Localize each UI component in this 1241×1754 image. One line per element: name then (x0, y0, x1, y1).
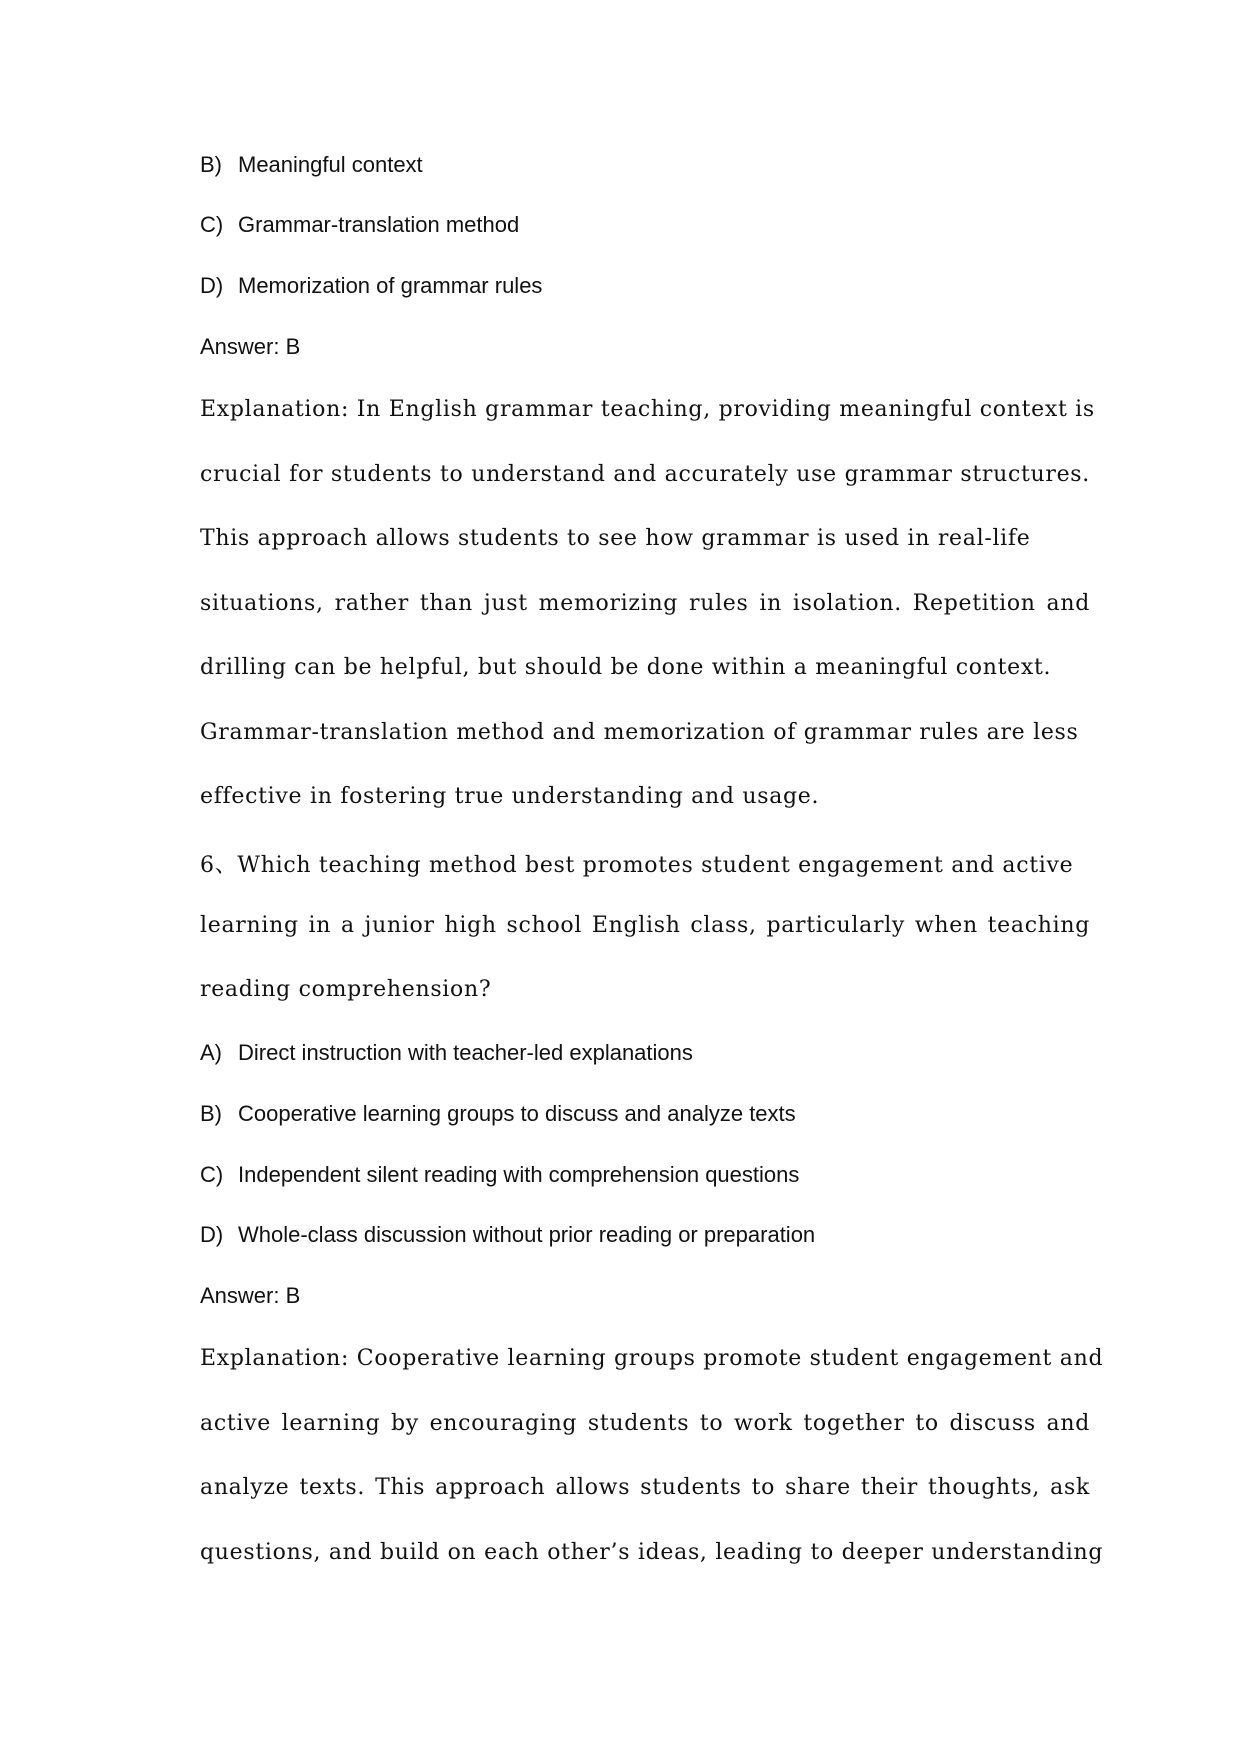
option-text: Independent silent reading with comprehension questions (238, 1162, 800, 1187)
q6-answer: Answer: B (200, 1283, 301, 1308)
q5-explanation-line: This approach allows students to see how grammar is used in real-life (200, 526, 1031, 551)
q6-option-b (200, 1101, 796, 1127)
option-text: Meaningful context (238, 152, 423, 177)
option-letter: B) (200, 152, 222, 177)
option-letter: C) (200, 1162, 224, 1187)
q5-explanation-line: crucial for students to understand and accurately use grammar structures. (200, 462, 1090, 487)
option-letter: D) (200, 273, 224, 298)
option-text: Cooperative learning groups to discuss and analyze texts (238, 1101, 796, 1126)
q6-explanation-line: active learning by encouraging students to work together to discuss and (200, 1411, 1090, 1436)
q6-option-c (200, 1162, 799, 1188)
q5-explanation-line: effective in fostering true understanding and usage. (200, 784, 820, 809)
q5-explanation-line: Explanation: In English grammar teaching, providing meaningful context is (200, 397, 1095, 422)
q5-option-b (200, 152, 423, 178)
q6-explanation-line: analyze texts. This approach allows students to share their thoughts, ask (200, 1475, 1090, 1500)
q5-option-c (200, 212, 519, 238)
q6-explanation-line: questions, and build on each other’s ideas, leading to deeper understanding (200, 1540, 1104, 1565)
option-letter: B) (200, 1101, 222, 1126)
option-text: Memorization of grammar rules (238, 273, 543, 298)
option-text: Direct instruction with teacher-led explanations (238, 1040, 693, 1065)
option-text: Whole-class discussion without prior reading or preparation (238, 1222, 816, 1247)
q5-explanation-line: drilling can be helpful, but should be done within a meaningful context. (200, 655, 1052, 680)
q6-explanation-line: Explanation: Cooperative learning groups promote student engagement and (200, 1346, 1104, 1371)
q6-option-d (200, 1222, 815, 1248)
q5-option-d (200, 273, 542, 299)
q6-question-line: 6、Which teaching method best promotes student engagement and active (200, 853, 1074, 878)
q5-answer: Answer: B (200, 334, 301, 359)
q6-question-line: reading comprehension? (200, 977, 492, 1002)
option-letter: D) (200, 1222, 224, 1247)
q6-question-line: learning in a junior high school English class, particularly when teaching (200, 913, 1090, 938)
option-letter: A) (200, 1040, 222, 1065)
q5-explanation-line: Grammar-translation method and memorization of grammar rules are less (200, 720, 1079, 745)
q6-option-a (200, 1040, 693, 1066)
option-text: Grammar-translation method (238, 212, 520, 237)
option-letter: C) (200, 212, 224, 237)
q5-explanation-line: situations, rather than just memorizing rules in isolation. Repetition and (200, 591, 1090, 616)
